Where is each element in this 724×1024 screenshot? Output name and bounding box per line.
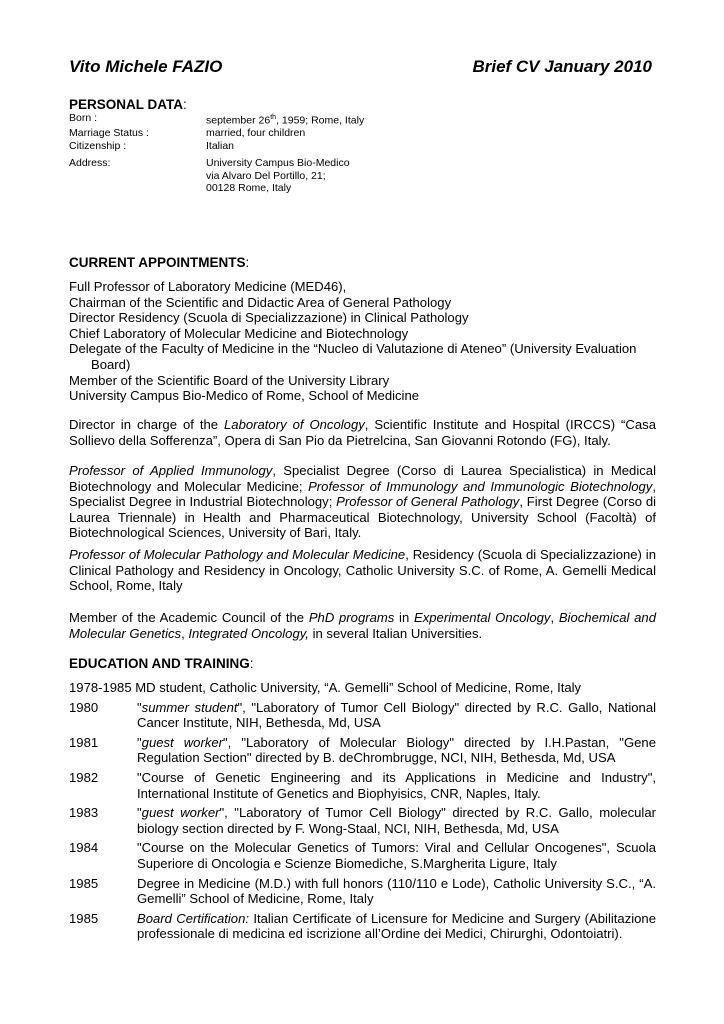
education-row: 1985 Degree in Medicine (M.D.) with full honors (110/110 e Lode), Catholic University S.C., “A. Gemelli” School of Medicine, Rome, Italy [69, 875, 656, 907]
personal-data-table [69, 112, 364, 195]
appointments-list: Full Professor of Laboratory Medicine (MED46), Chairman of the Scientific and Didactic Area of General Pathology Director Residency (Scuola di Specializzazione) in Clinical Pathology Chief Laboratory of Molecular Medicine and Biotechnology Delegate of the Faculty of Medicine in the “Nucleo di Valutazione di Ateneo” (University Evaluation Board) Member of the Scientific Board of the University Library University Campus Bio-Medico of Rome, School of Medicine [69, 279, 637, 404]
address-row: Address: University Campus Bio-Medico via Alvaro Del Portillo, 21; 00128 Rome, Italy [69, 157, 350, 195]
cv-title: Brief CV January 2010 [472, 57, 652, 76]
academic-paragraph: Member of the Academic Council of the PhD programs in Experimental Oncology, Biochemical and Molecular Genetics, Integrated Oncology, in several Italian Universities. [69, 610, 656, 641]
professor-paragraph: Professor of Applied Immunology, Specialist Degree (Corso di Laurea Specialistica) in Medical Biotechnology and Molecular Medicine; Professor of Immunology and Immunologic Biotechnology, Specialist Degree in Industrial Biotechnology; Professor of General Pathology, First Degree (Corso di Laurea Triennale) in Health and Pharmaceutical Biotechnology, University School (Facoltà) of Biotechnological Sciences, University of Bari, Italy. [69, 463, 657, 541]
education-row: 1980 "summer student", "Laboratory of Tumor Cell Biology" directed by R.C. Gallo, National Cancer Institute, NIH, Bethesda, Md, USA [69, 699, 657, 731]
cv-name: Vito Michele FAZIO [69, 57, 223, 76]
education-row: 1984 "Course on the Molecular Genetics of Tumors: Viral and Cellular Oncogenes", Scuola Superiore di Oncologia e Scienze Biomediche, S.Margherita Ligure, Italy [69, 840, 656, 871]
personal-data-heading: PERSONAL DATA: [69, 97, 187, 112]
born-row: Born : september 26th, 1959; Rome, Italy [69, 112, 365, 127]
education-heading: EDUCATION AND TRAINING: [69, 656, 254, 671]
education-list [69, 680, 656, 946]
education-row: 1985 Board Certification: Italian Certificate of Licensure for Medicine and Surgery (Abilitazione professionale di medicina ed iscrizione all’Ordine dei Medici, Chirurghi, Odontoiatri). [69, 910, 656, 942]
appointments-heading: CURRENT APPOINTMENTS: [69, 255, 250, 270]
education-row: 1983 "guest worker", "Laboratory of Tumor Cell Biology" directed by R.C. Gallo, molecular biology section directed by F. Wong-Staal, NCI, NIH, Bethesda, Md, USA [69, 805, 656, 836]
citizenship-row: Citizenship : Italian [69, 139, 235, 152]
molecular-paragraph: Professor of Molecular Pathology and Molecular Medicine, Residency (Scuola di Specializzazione) in Clinical Pathology and Residency in Oncology, Catholic University S.C. of Rome, A. Gemelli Medical School, Rome, Italy [69, 547, 656, 594]
education-row: 1981 "guest worker", "Laboratory of Molecular Biology" directed by I.H.Pastan, "Gene Regulation Section" directed by B. deChrombrugge, NCI, NIH, Bethesda, Md, USA [69, 734, 656, 766]
marriage-row: Marriage Status : married, four children [69, 127, 306, 140]
director-paragraph: Director in charge of the Laboratory of Oncology, Scientific Institute and Hospital (IRCCS) “Casa Sollievo della Sofferenza”, Opera di San Pio da Pietrelcina, San Giovanni Rotondo (FG), Italy. [69, 417, 656, 448]
education-row: 1982 "Course of Genetic Engineering and its Applications in Medicine and Industry", International Institute of Genetics and Biophyisics, CNR, Naples, Italy. [69, 769, 656, 801]
education-first-row: 1978-1985 MD student, Catholic University, “A. Gemelli” School of Medicine, Rome, Italy [69, 680, 582, 695]
